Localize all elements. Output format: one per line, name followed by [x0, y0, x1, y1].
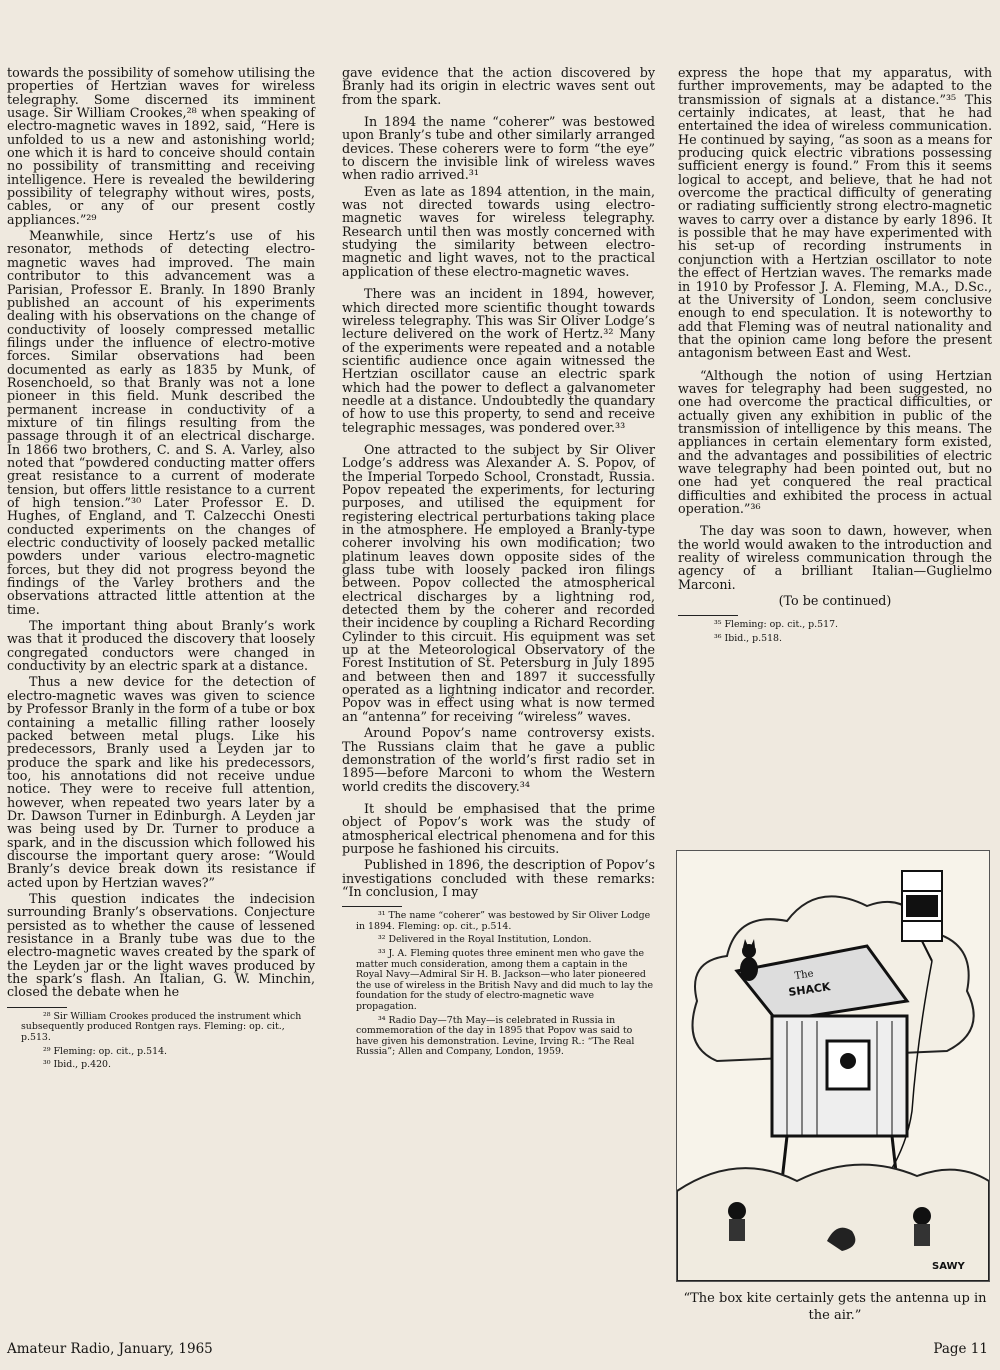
paragraph: This question indicates the indecision surrounding Branly’s observations. Conjecture persisted as to whether the cause of lessened resistance in a Branly tube was due to the electro-magnetic waves created by the spark of the Leyden jar or the light waves produced by the spark’s flash. An Italian, G. W. Minchin, closed the debate when he [7, 890, 315, 1000]
footnote: ³⁵ Fleming: op. cit., p.517. [714, 619, 839, 631]
shack-sign-line2: SHACK [787, 980, 832, 999]
cartoon-drawing [677, 851, 989, 1281]
shack-sign-line1: The [793, 968, 815, 982]
footnote: ³⁴ Radio Day—7th May—is celebrated in Russia in commemoration of the day in 1895 that Popov was said to have given his demonstration. Levine, Irving R.: “The Real Russia”; Allen and Company, London, 1959. [356, 1014, 635, 1058]
paragraph: towards the possibility of somehow utilising the properties of Hertzian waves for wireless telegraphy. Some discerned its imminent usage. Sir William Crookes,²⁸ when speaking of electro-magnetic waves in 1892, said, “Here is unfolded to us a new and astonishing world; one which it is hard to conceive should contain no possibility of transmitting and receiving intelligence. Here is revealed the bewildering possibility of telegraphy without wires, posts, cables, or any of our present costly appliances.”²⁹ [7, 65, 316, 227]
cartoon-illustration [676, 850, 990, 1282]
paragraph: Thus a new device for the detection of electro-magnetic waves was given to science by Professor Branly in the form of a tube or box containing a metallic filling rather loosely packed between metal plugs. Like his predecessors, Branly used a Leyden jar to produce the spark and like his predecessors, too, his annotations did not receive undue notice. They were to receive full attention, however, when repeated two years later by a Dr. Dawson Turner in Edinburgh. A Leyden jar was being used by Dr. Turner to produce a spark, and in the discussion which followed his discourse the important query arose: “Would Branly’s device break down its resistance if acted upon by Hertzian waves?” [7, 674, 315, 890]
paragraph: It should be emphasised that the prime object of Popov’s work was the study of atmospherical electrical phenomena and for this purpose he fashioned his circuits. [342, 800, 655, 856]
paragraph: Meanwhile, since Hertz’s use of his resonator, methods of detecting electro-magnetic waves had improved. The main contributor to this advancement was a Parisian, Professor E. Branly. In 1890 Branly published an account of his experiments dealing with his observations on the change of conductivity of loosely compressed metallic filings under the influence of electro-motive forces. Similar observations had been documented as early as 1835 by Munk, of Rosenchoeld, so that Branly was not a lone pioneer in this field. Munk described the permanent increase in conductivity of a mixture of tin filings resulting from the passage through it of an electrical discharge. In 1866 two brothers, C. and S. A. Varley, also noted that “powdered conducting matter offers great resistance to a current of moderate tension, but offers little resistance to a current of high tension.”³⁰ Later Professor E. D. Hughes, of England, and T. Calzecchi Onesti conducted experiments on the changes of electric conductivity of loosely packed metallic powders under various electro-magnetic forces, but they did not progress beyond the findings of the Varley brothers and the observations attracted little attention at the time. [7, 228, 315, 617]
paragraph: Around Popov’s name controversy exists. The Russians claim that he gave a public demonstration of the world’s first radio set in 1895—before Marconi to whom the Western world credits the discovery.³⁴ [342, 725, 655, 794]
footnote: ³⁰ Ibid., p.420. [43, 1059, 111, 1071]
paragraph: gave evidence that the action discovered by Branly had its origin in electric waves sent out from the spark. [342, 65, 655, 107]
footnote-divider [678, 615, 738, 616]
footnote-divider [7, 1007, 67, 1008]
footnote: ²⁹ Fleming: op. cit., p.514. [43, 1045, 168, 1057]
paragraph: Published in 1896, the description of Popov’s investigations concluded with these remarks: “In conclusion, I may [342, 857, 655, 899]
footer-publication: Amateur Radio, January, 1965 [7, 1341, 213, 1357]
footnote: ²⁸ Sir William Crookes produced the instrument which subsequently produced Rontgen rays. Fleming: op. cit., p.513. [21, 1010, 302, 1043]
paragraph: “Although the notion of using Hertzian waves for telegraphy had been suggested, no one had overcome the practical difficulties, or actually given any exhibition in public of the transmission of intelligence by this means. The appliances in certain elementary form existed, and the advantages and possibilities of electric wave telegraphy had been pointed out, but no one had yet conquered the real practical difficulties and exhibited the process in actual operation.”³⁶ [678, 367, 992, 516]
cartoon-caption: “The box kite certainly gets the antenna up in the air.” [683, 1291, 987, 1323]
paragraph: One attracted to the subject by Sir Oliver Lodge’s address was Alexander A. S. Popov, of the Imperial Torpedo School, Cronstadt, Russia. Popov repeated the experiments, for lecturing purposes, and utilised the equipment for registering electrical perturbations taking place in the atmosphere. He employed a Branly-type coherer involving his own modification; two platinum leaves down opposite sides of the glass tube with loosely packed iron filings between. Popov collected the atmospherical electrical discharges by a lightning rod, detected them by the coherer and recorded their incidence by coupling a Richard Recording Cylinder to this circuit. His equipment was set up at the Meteorological Observatory of the Forest Institution of St. Petersburg in July 1895 and between then and 1897 it successfully operated as a lightning indicator and recorder. Popov was in effect using what is now termed an “antenna” for receiving “wireless” waves. [342, 441, 655, 724]
to-be-continued: (To be continued) [778, 593, 892, 609]
footer-page-number: Page 11 [933, 1341, 988, 1357]
paragraph: express the hope that my apparatus, with further improvements, may be adapted to the transmission of signals at a distance.”³⁵ This certainly indicates, at least, that he had entertained the idea of wireless communication. He continued by saying, “as soon as a means for producing quick electric vibrations possessing sufficient energy is found.” From this it seems logical to accept, and believe, that he had not overcome the practical difficulty of generating or radiating sufficiently strong electro-magnetic waves to carry over a distance by early 1896. It is possible that he may have experimented with his set-up of recording instruments in conjunction with a Hertzian oscillator to note the effect of Hertzian waves. The remarks made in 1910 by Professor J. A. Fleming, M.A., D.Sc., at the University of London, seem conclusive enough to end speculation. It is noteworthy to add that Fleming was of neutral nationality and that the opinion came long before the present antagonism between East and West. [678, 65, 992, 361]
footnote-divider [342, 906, 402, 907]
paragraph: There was an incident in 1894, however, which directed more scientific thought towards wireless telegraphy. This was Sir Oliver Lodge’s lecture delivered on the work of Hertz.³² Many of the experiments were repeated and a notable scientific audience once again witnessed the Hertzian oscillator cause an electric spark which had the power to deflect a galvanometer needle at a distance. Undoubtedly the quandary of how to use this property, to send and receive telegraphic messages, was pondered over.³³ [342, 286, 655, 435]
footnote: ³¹ The name “coherer” was bestowed by Sir Oliver Lodge in 1894. Fleming: op. cit., p.514. [356, 910, 651, 932]
paragraph: Even as late as 1894 attention, in the main, was not directed towards using electro-magnetic waves for wireless telegraphy. Research until then was mostly concerned with studying the similarity between electro-magnetic and light waves, not to the practical application of these electro-magnetic waves. [342, 183, 655, 279]
footnote: ³² Delivered in the Royal Institution, London. [378, 934, 592, 946]
article-column-3 [678, 66, 992, 648]
footnote: ³⁶ Ibid., p.518. [714, 633, 782, 644]
article-column-2 [342, 66, 655, 1061]
paragraph: The important thing about Branly’s work was that it produced the discovery that loosely congregated conductors were changed in conductivity by an electric spark at a distance. [7, 618, 315, 674]
article-column-1 [7, 66, 315, 1074]
artist-signature: SAWY [932, 1261, 965, 1272]
paragraph: The day was soon to dawn, however, when the world would awaken to the introduction and reality of wireless communication through the agency of a brilliant Italian—Guglielmo Marconi. [678, 523, 992, 592]
footnote: ³³ J. A. Fleming quotes three eminent men who gave the matter much consideration, among them a captain in the Royal Navy—Admiral Sir H. B. Jackson—who later pioneered the use of wireless in the British Navy and did much to lay the foundation for the study of electro-magnetic wave propagation. [356, 948, 654, 1013]
paragraph: In 1894 the name “coherer” was bestowed upon Branly’s tube and other similarly arranged devices. These coherers were to form “the eye” to discern the invisible link of wireless waves when radio arrived.³¹ [342, 114, 655, 183]
